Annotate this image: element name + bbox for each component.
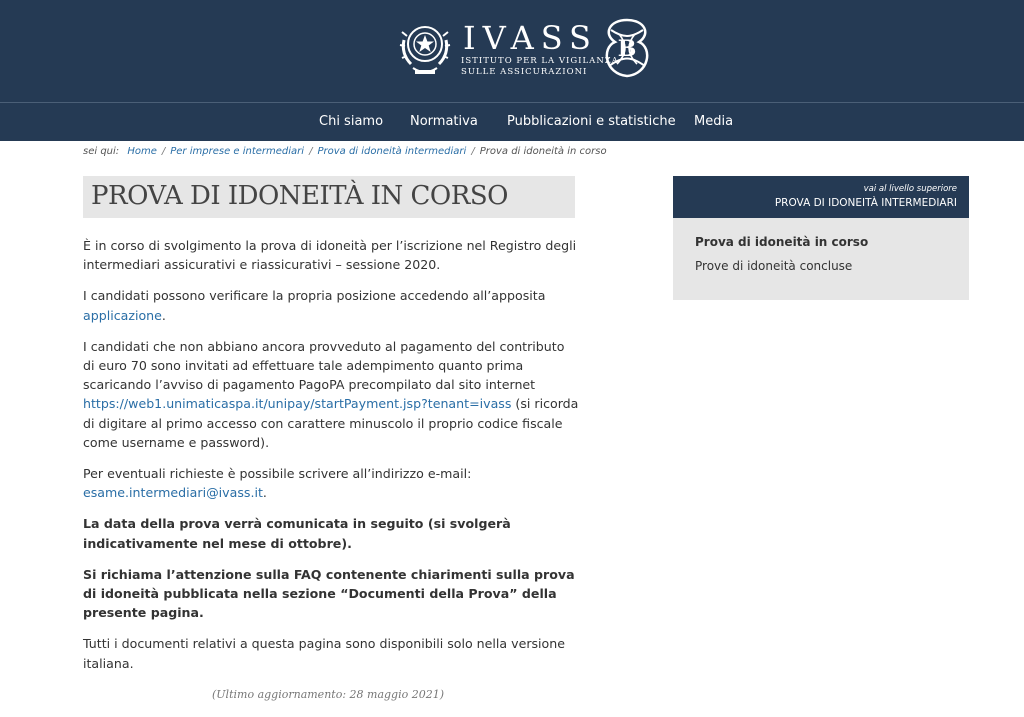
breadcrumb-separator: / (161, 146, 166, 157)
paragraph-end: . (161, 307, 166, 323)
main-content (83, 236, 579, 685)
paragraph-text: Per eventuali richieste è possibile scrivere all’indirizzo e-mail: (83, 466, 472, 482)
breadcrumb (83, 146, 607, 157)
email-link[interactable]: esame.intermediari@ivass.it (83, 485, 263, 501)
breadcrumb-prefix: sei qui: (83, 146, 120, 157)
paragraph-data-prova: La data della prova verrà comunicata in seguito (si svolgerà indicativamente nel mese di ottobre). (83, 516, 511, 551)
sidebar-menu (673, 218, 969, 300)
nav-media[interactable]: Media (694, 114, 734, 129)
sidebar-up-label: vai al livello superiore (863, 184, 957, 194)
paragraph-faq: Si richiama l’attenzione sulla FAQ contenente chiarimenti sulla prova di idoneità pubblicata nella sezione “Documenti della Prova” della presente pagina. (83, 566, 575, 621)
brand-subtitle-line-1: ISTITUTO PER LA VIGILANZA (461, 56, 619, 66)
breadcrumb-separator: / (309, 146, 313, 157)
paragraph-end: (si ricorda di digitare al primo accesso con carattere minuscolo il proprio codice fiscale come username e password). (83, 396, 579, 450)
paragraph-contatti (83, 464, 579, 502)
breadcrumb-current: Prova di idoneità in corso (479, 146, 607, 157)
main-navigation (0, 102, 1024, 141)
italian-emblem-icon (399, 18, 451, 78)
paragraph-text: I candidati possono verificare la propria posizione accedendo all’apposita (83, 288, 546, 304)
page-title-box (83, 176, 575, 218)
sidebar-item-in-corso[interactable]: Prova di idoneità in corso (695, 235, 869, 249)
sidebar-item-concluse[interactable]: Prove di idoneità concluse (695, 259, 853, 273)
paragraph-intro: È in corso di svolgimento la prova di idoneità per l’iscrizione nel Registro degli intermediari assicurativi e riassicurativi – sessione 2020. (83, 238, 577, 273)
monogram-b-icon (599, 16, 655, 80)
paragraph-documenti: Tutti i documenti relativi a questa pagina sono disponibili solo nella versione italiana. (83, 636, 565, 671)
svg-text:B: B (617, 36, 637, 62)
nav-chi-siamo[interactable]: Chi siamo (319, 114, 384, 129)
sidebar-parent-link[interactable] (673, 176, 969, 218)
nav-pubblicazioni[interactable]: Pubblicazioni e statistiche (507, 114, 676, 129)
brand-subtitle-line-2: SULLE ASSICURAZIONI (461, 67, 588, 77)
paragraph-end: . (262, 485, 267, 501)
sidebar-parent-title: PROVA DI IDONEITÀ INTERMEDIARI (774, 197, 957, 209)
nav-normativa[interactable]: Normativa (410, 114, 478, 129)
last-updated: (Ultimo aggiornamento: 28 maggio 2021) (212, 688, 445, 701)
breadcrumb-separator: / (471, 146, 475, 157)
breadcrumb-home[interactable]: Home (127, 146, 157, 157)
payment-link[interactable]: https://web1.unimaticaspa.it/unipay/startPayment.jsp?tenant=ivass (83, 396, 512, 412)
brand-subtitle (461, 56, 619, 78)
breadcrumb-imprese[interactable]: Per imprese e intermediari (170, 146, 305, 157)
brand-title: IVASS (463, 19, 598, 57)
applicazione-link[interactable]: applicazione (83, 307, 162, 323)
paragraph-text: I candidati che non abbiano ancora provveduto al pagamento del contributo di euro 70 sono invitati ad effettuare tale adempimento quanto prima scaricando l’avviso di pagamento PagoPA precompilato dal sito internet (83, 338, 565, 393)
ivass-logo[interactable] (399, 14, 657, 84)
breadcrumb-prova-intermediari[interactable]: Prova di idoneità intermediari (317, 146, 467, 157)
site-header (0, 0, 1024, 102)
paragraph-pagamento (83, 337, 579, 452)
page-title: PROVA DI IDONEITÀ IN CORSO (91, 181, 508, 211)
paragraph-verifica (83, 286, 579, 324)
